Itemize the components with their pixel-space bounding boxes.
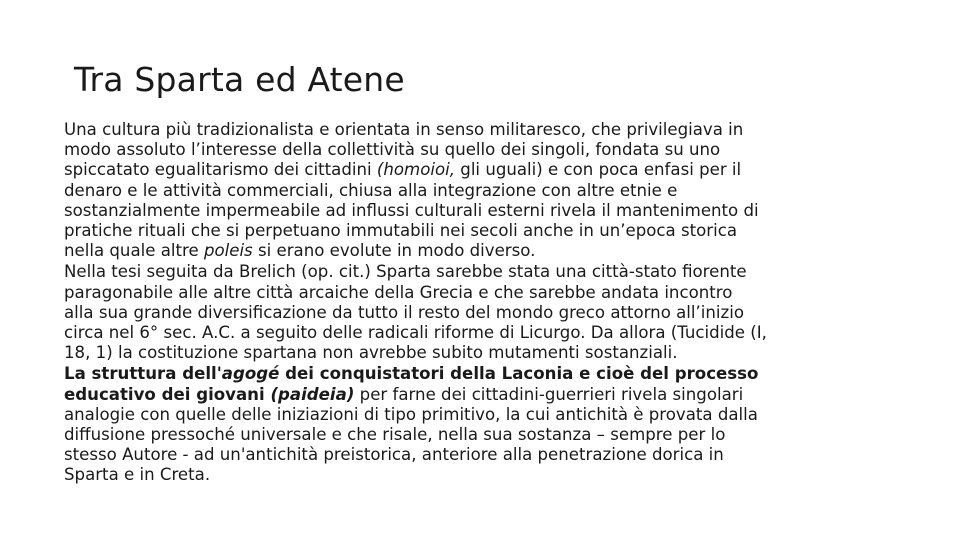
- slide-title: Tra Sparta ed Atene: [74, 60, 405, 99]
- text-run: Nella tesi seguita da Brelich (op. cit.) Sparta sarebbe stata una città-stato fiorente: [64, 262, 747, 282]
- text-line: [64, 303, 924, 323]
- text-run: La struttura dell': [64, 364, 222, 384]
- text-line: [64, 283, 924, 303]
- text-run: 18, 1) la costituzione spartana non avrebbe subito mutamenti sostanziali.: [64, 343, 678, 363]
- text-line: [64, 120, 924, 140]
- text-line: [64, 425, 924, 445]
- text-line: [64, 262, 924, 282]
- text-run: spiccatato egualitarismo dei cittadini: [64, 160, 377, 180]
- text-run: sostanzialmente impermeabile ad influssi culturali esterni rivela il mantenimento di: [64, 200, 759, 220]
- text-run: pratiche rituali che si perpetuano immutabili nei secoli anche in un’epoca storica: [64, 221, 737, 241]
- paragraph: [64, 262, 924, 363]
- text-run: agogé: [221, 364, 280, 384]
- text-run: per farne dei cittadini-guerrieri rivela singolari: [354, 384, 744, 404]
- text-run: dei conquistatori della Laconia e cioè del processo: [279, 364, 759, 384]
- text-line: [64, 323, 924, 343]
- text-run: analogie con quelle delle iniziazioni di tipo primitivo, la cui antichità è provata dalla: [64, 404, 758, 424]
- text-run: Sparta e in Creta.: [64, 465, 211, 485]
- text-run: educativo dei giovani: [64, 384, 271, 404]
- text-run: diffusione pressoché universale e che risale, nella sua sostanza – sempre per lo: [64, 425, 726, 445]
- text-run: stesso Autore - ad un'antichità preistorica, anteriore alla penetrazione dorica in: [64, 445, 724, 465]
- text-run: paragonabile alle altre città arcaiche della Grecia e che sarebbe andata incontro: [64, 282, 733, 302]
- text-line: [64, 241, 924, 261]
- paragraph: [64, 364, 924, 485]
- text-line: [64, 201, 924, 221]
- text-run: modo assoluto l’interesse della collettività su quello dei singoli, fondata su uno: [64, 140, 721, 160]
- text-line: [64, 405, 924, 425]
- text-run: nella quale altre: [64, 241, 204, 261]
- text-run: poleis: [203, 241, 253, 261]
- paragraph: [64, 120, 924, 261]
- text-line: [64, 465, 924, 485]
- text-line: [64, 343, 924, 363]
- text-line: [64, 445, 924, 465]
- text-line: [64, 364, 924, 384]
- text-run: alla sua grande diversificazione da tutto il resto del mondo greco attorno all’inizio: [64, 302, 744, 322]
- text-run: (homoioi,: [376, 160, 456, 180]
- text-line: [64, 221, 924, 241]
- text-run: (paideia): [270, 384, 355, 404]
- text-line: [64, 385, 924, 405]
- text-run: Una cultura più tradizionalista e orientata in senso militaresco, che privilegiava in: [64, 120, 744, 139]
- slide-body: [64, 120, 924, 487]
- text-line: [64, 140, 924, 160]
- text-line: [64, 181, 924, 201]
- text-run: circa nel 6° sec. A.C. a seguito delle radicali riforme di Licurgo. Da allora (Tucidide (I,: [64, 323, 767, 343]
- text-run: si erano evolute in modo diverso.: [252, 241, 536, 261]
- text-line: [64, 160, 924, 180]
- text-run: denaro e le attività commerciali, chiusa alla integrazione con altre etnie e: [64, 180, 678, 200]
- text-run: gli uguali) e con poca enfasi per il: [455, 160, 742, 180]
